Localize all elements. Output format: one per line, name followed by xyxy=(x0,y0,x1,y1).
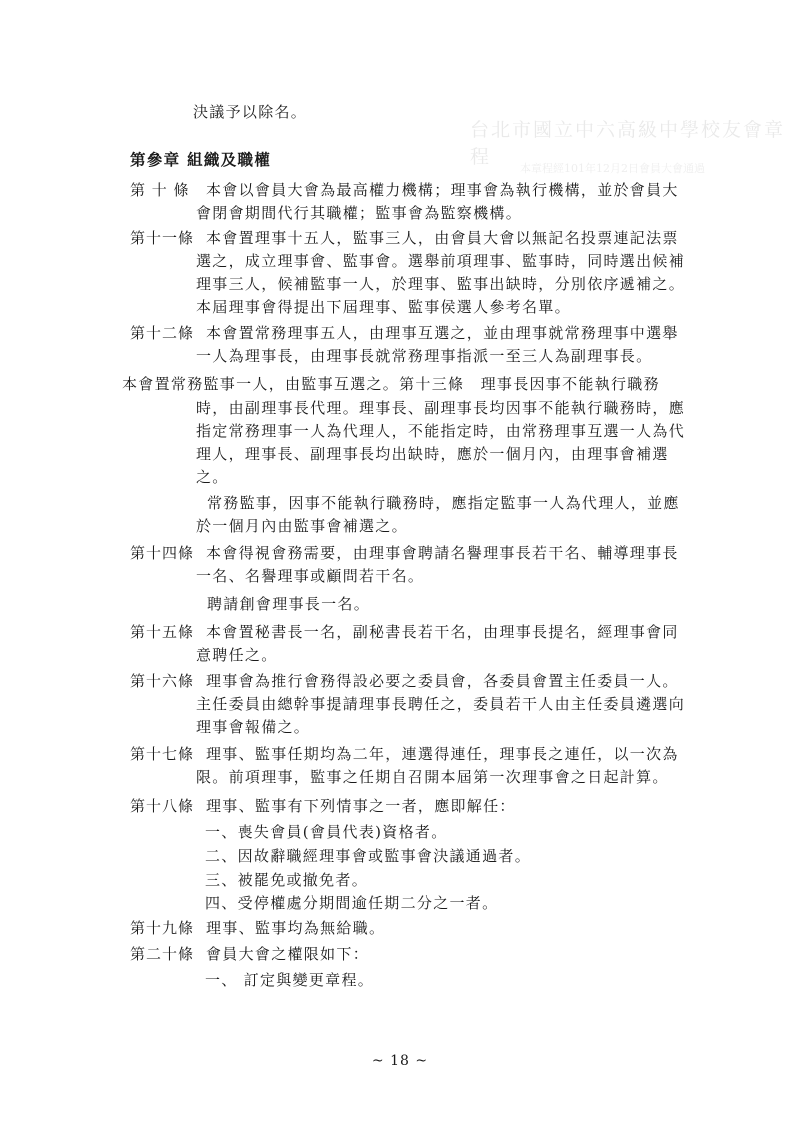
article-19 xyxy=(130,918,385,938)
text-line: 本屆理事會得提出下屆理事、監事侯選人參考名單。 xyxy=(196,298,571,316)
text-line: 理人，理事長、副理事長均出缺時，應於一個月內，由理事會補選 xyxy=(196,445,669,463)
article-text: 理事、監事均為無給職。 xyxy=(206,919,386,937)
article-15 xyxy=(130,622,679,642)
article-label: 第 十 條 xyxy=(130,181,190,199)
text-line: 限。前項理事，監事之任期自召開本屆第一次理事會之日起計算。 xyxy=(196,768,669,786)
list-item: 一、 訂定與變更章程。 xyxy=(205,971,375,989)
chapter-heading: 第參章 組織及職權 xyxy=(130,150,272,169)
list-item: 三、被罷免或撤免者。 xyxy=(205,871,369,889)
text-line: 主任委員由總幹事提請理事長聘任之，委員若干人由主任委員遴選向 xyxy=(196,695,686,713)
article-18 xyxy=(130,796,516,816)
list-item: 四、受停權處分期間逾任期二分之一者。 xyxy=(205,894,499,912)
text-line: 會閉會期間代行其職權；監事會為監察機構。 xyxy=(196,204,523,222)
article-11 xyxy=(130,228,679,248)
text-line: 常務監事，因事不能執行職務時，應指定監事一人為代理人，並應 xyxy=(207,494,680,512)
text-line: 之。 xyxy=(196,468,229,486)
page-number: ~ 18 ~ xyxy=(371,1053,429,1069)
article-12 xyxy=(130,323,679,343)
article-text: 本會以會員大會為最高權力機構；理事會為執行機構，並於會員大 xyxy=(206,181,679,199)
text-line: 意聘任之。 xyxy=(196,646,278,664)
text-line: 選之，成立理事會、監事會。選舉前項理事、監事時，同時選出候補 xyxy=(196,252,686,270)
article-text: 理事、監事任期均為二年，連選得連任，理事長之連任，以一次為 xyxy=(206,745,679,763)
bleed-through-subheader: 本章程經101年12月2日會員大會通過 xyxy=(520,162,705,175)
article-17 xyxy=(130,744,679,764)
text-line: 於一個月內由監事會補選之。 xyxy=(196,517,408,535)
text-line: 決議予以除名。 xyxy=(193,103,308,121)
article-label: 第十二條 xyxy=(130,324,195,342)
text-line: 理事會報備之。 xyxy=(196,718,311,736)
article-label: 第十九條 xyxy=(130,919,195,937)
article-label: 第十八條 xyxy=(130,797,195,815)
article-text: 本會置理事十五人，監事三人，由會員大會以無記名投票連記法票 xyxy=(206,229,679,247)
article-label: 第十六條 xyxy=(130,672,195,690)
article-text: 本會置常務理事五人，由理事互選之，並由理事就常務理事中選舉 xyxy=(206,324,679,342)
list-item: 一、喪失會員(會員代表)資格者。 xyxy=(205,823,448,841)
article-label: 第十一條 xyxy=(130,229,195,247)
article-16 xyxy=(130,671,679,691)
article-14 xyxy=(130,543,679,563)
article-text: 會員大會之權限如下： xyxy=(206,945,370,963)
list-item: 二、因故辭職經理事會或監事會決議通過者。 xyxy=(205,847,532,865)
text-line: 一人為理事長，由理事長就常務理事指派一至三人為副理事長。 xyxy=(196,347,653,365)
article-text: 本會置秘書長一名，副秘書長若干名，由理事長提名，經理事會同 xyxy=(206,623,679,641)
text-line: 指定常務理事一人為代理人，不能指定時，由常務理事互選一人為代 xyxy=(196,422,686,440)
text-line: 一名、名譽理事或顧問若干名。 xyxy=(196,567,425,585)
article-20 xyxy=(130,944,369,964)
article-label: 第十七條 xyxy=(130,745,195,763)
article-label: 第二十條 xyxy=(130,945,195,963)
text-line: 理事三人，候補監事一人，於理事、監事出缺時，分別依序遞補之。 xyxy=(196,275,686,293)
article-text: 理事會為推行會務得設必要之委員會，各委員會置主任委員一人。 xyxy=(206,672,679,690)
article-label: 第十五條 xyxy=(130,623,195,641)
text-line: 時，由副理事長代理。理事長、副理事長均因事不能執行職務時，應 xyxy=(196,399,686,417)
article-10 xyxy=(130,180,679,200)
text-line: 聘請創會理事長一名。 xyxy=(207,595,371,613)
article-text: 本會得視會務需要，由理事會聘請名譽理事長若干名、輔導理事長 xyxy=(206,544,679,562)
bleed-through-header: 台北市國立中六高級中學校友會章程 xyxy=(470,119,786,168)
text-line: 本會置常務監事一人，由監事互選之。第十三條 理事長因事不能執行職務 xyxy=(122,375,660,393)
article-label: 第十四條 xyxy=(130,544,195,562)
article-text: 理事、監事有下列情事之一者，應即解任： xyxy=(206,797,516,815)
